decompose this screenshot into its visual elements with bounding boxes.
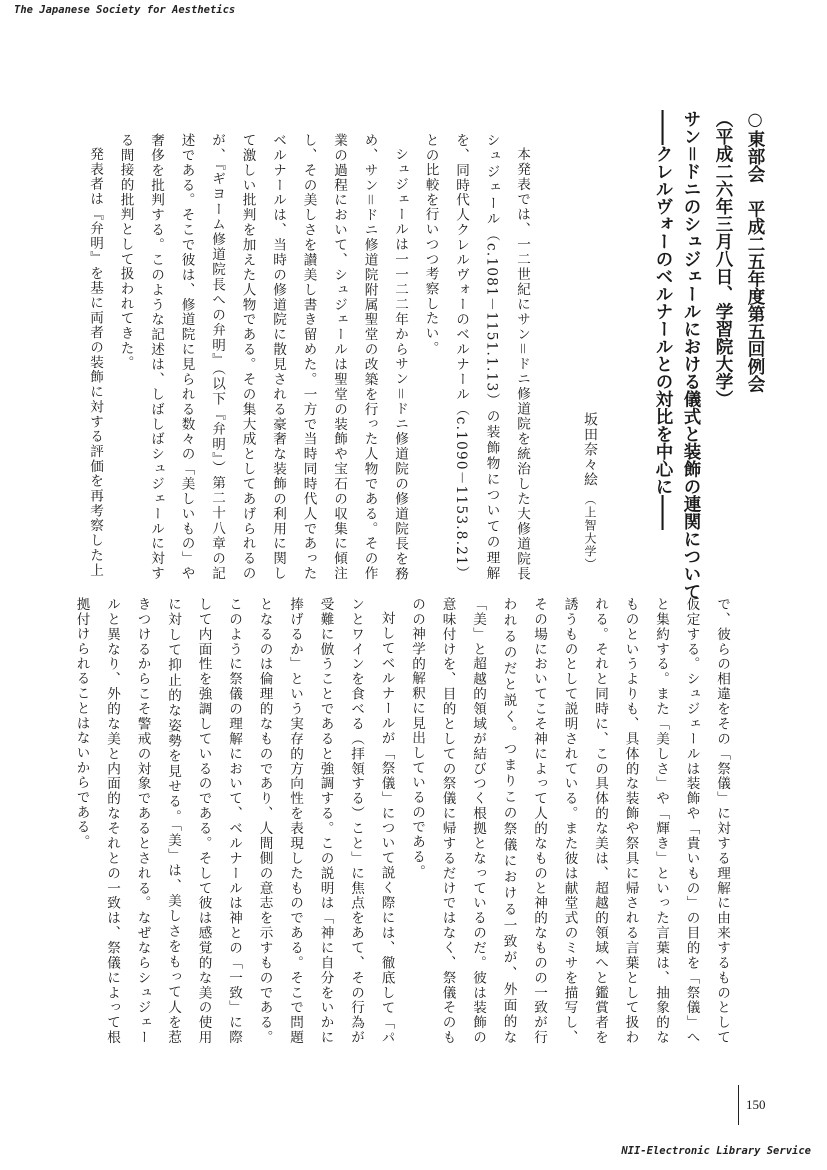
- meeting-heading: ○東部会 平成二五年度第五回例会: [745, 110, 765, 393]
- author-name: 坂田奈々絵: [582, 412, 598, 487]
- paragraph: 発表者は『弁明』を基に両者の装飾に対する評価を再考察した上: [87, 146, 103, 578]
- page-number-rule: [738, 1085, 739, 1125]
- paragraph: 本発表では、一二世紀にサン＝ドニ修道院を統治した大修道院長シュジェール（c.1081－1151.1.13）の装飾物についての理解を、同時代人クレルヴォーのベルナール（c.1090－1153.8.21）との比較を行いつつ考察したい。: [422, 133, 530, 581]
- paper-subtitle: ――クレルヴォーのベルナールとの対比を中心に――: [653, 110, 673, 530]
- page-number: 150: [746, 1097, 766, 1112]
- body-column-top: [77, 133, 537, 581]
- watermark-top: The Japanese Society for Aesthetics: [14, 4, 236, 16]
- meeting-date: （平成二六年三月八日、学習院大学）: [713, 110, 733, 408]
- paragraph: で、彼らの相違をその「祭儀」に対する理解に由来するものとして仮定する。シュジェールは装飾や「貴いもの」の目的を「祭儀」へと集約する。また「美しさ」や「輝き」といった言葉は、抽象的なものというよりも、具体的な装飾や祭具に帰される言葉として扱われる。それと同時に、この具体的な美は、超越的領域へと鑑賞者を誘うものとして説明されている。また彼は献堂式のミサを描写し、その場においてこそ神によって人的なものと神的なものの一致が行われるのだと説く。つまりこの祭儀における一致が、外面的な「美」と超越的領域が結びつく根拠となっているのだ。彼は装飾の意味付けを、目的としての祭儀に帰するだけではなく、祭儀そのものの神学的解釈に見出しているのである。: [409, 597, 730, 1045]
- paper-title: サン＝ドニのシュジェールにおける儀式と装飾の連関について: [681, 110, 701, 600]
- author-block: [580, 412, 600, 571]
- author-affiliation: （上智大学）: [583, 493, 597, 571]
- watermark-bottom: NII-Electronic Library Service: [621, 1145, 811, 1157]
- body-column-bottom: [73, 597, 737, 1045]
- paragraph: 対してベルナールが「祭儀」について説く際には、徹底して「パンとワインを食べる（拝領する）こと」に焦点をあて、その行為が受難に倣うことであると強調する。この説明は「神に自分をいかに捧げるか」という実存的方向性を表現したものである。そこで問題となるのは倫理的なものであり、人間側の意志を示すものである。このように祭儀の理解において、ベルナールは神との「一致」に際して内面性を強調しているのである。そして彼は感覚的な美の使用に対して抑止的な姿勢を見せる。「美」は、美しさをもって人を惹きつけるからこそ警戒の対象であるとされる。なぜならシュジェールと異なり、外的な美と内面的なそれとの一致は、祭儀によって根拠付けられることはないからである。: [73, 597, 395, 1045]
- paragraph: シュジェールは一一二二年からサン＝ドニ修道院の修道院長を務め、サン＝ドニ修道院附属聖堂の改築を行った人物である。その作業の過程において、シュジェールは聖堂の装飾や宝石の収集に傾注し、その美しさを讃美し書き留めた。一方で当時同時代人であったベルナールは、当時の修道院に散見される豪奢な装飾の利用に関して激しい批判を加えた人物である。その集大成としてあげられるのが、『ギヨーム修道院長への弁明』（以下『弁明』）第二十八章の記述である。そこで彼は、修道院に見られる数々の「美しいもの」や奢侈を批判する。このような記述は、しばしばシュジェールに対する間接的批判として扱われてきた。: [117, 133, 408, 581]
